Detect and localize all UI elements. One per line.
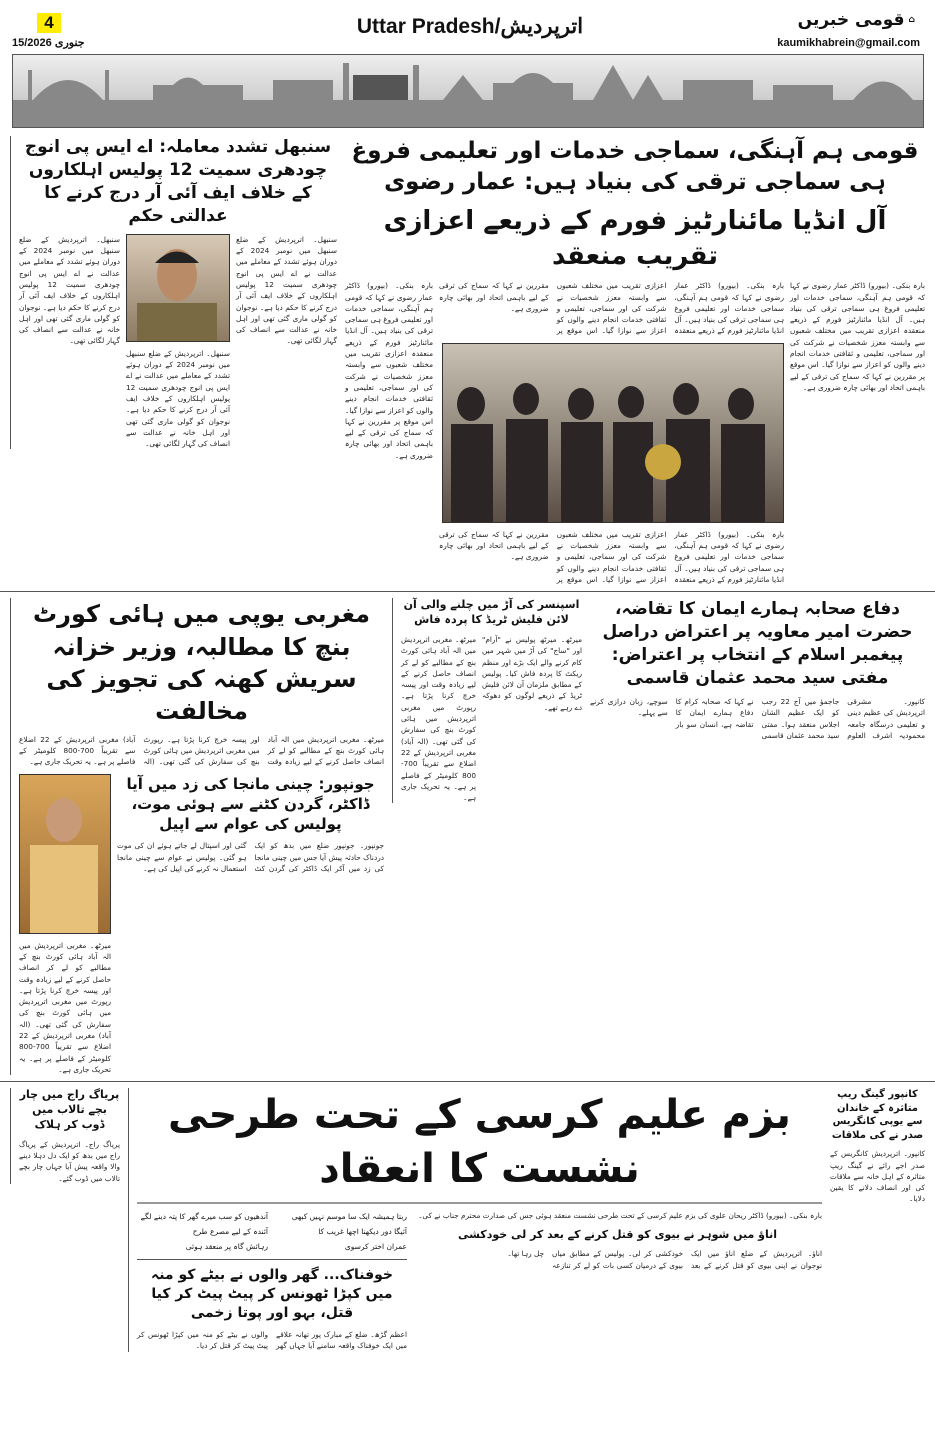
people-silhouettes <box>442 344 783 523</box>
story-body-columns: کانپور۔ مشرقی اترپردیش کی عظیم دینی و تعلیمی درسگاہ جامعہ محمودیہ اشرف العلوم جاجمؤ میں آج 22 رجب کو ایک عظیم الشان اجلاس منعقد ہوا۔ مفتی سید محمد عثمان قاسمی نے کہا کہ صحابہ کرام کا دفاع ہمارے ایمان کا تقاضہ ہے، انسان سو بار سوچے، زبان درازی کرنے سے پہلے۔ <box>590 697 925 740</box>
story-sambhal-violence <box>10 136 337 449</box>
masthead <box>0 0 935 130</box>
headline-bazm-aleem: بزم علیم کرسی کے تحت طرحی نشست کا انعقاد <box>168 1092 791 1193</box>
story-prayagraj <box>10 1088 120 1184</box>
story-bazm-aleem <box>128 1088 822 1351</box>
story-body-column: میرٹھ۔ میرٹھ پولیس نے "آرام" اور "ساج" کی آڑ میں شہر میں کام کرنے والے ایک بڑے اور منظم ریکٹ کا پردہ فاش کیا۔ پولیس کے مطابق ملزمان آن لائن فلیش ٹریڈ کے ذریعے لوگوں کو دھوکہ دے رہے تھے۔ <box>482 634 582 712</box>
story-body-column: کانپور۔ اترپردیش کانگریس کے صدر اجے رائے نے گینگ ریپ متاثرہ کے اہل خانہ سے ملاقات کی اور انصاف دلانے کا یقین دلایا۔ <box>830 1149 925 1204</box>
poem-line: آندھیوں کو سب میرے گھر کا پتہ دینے لگے <box>140 1212 268 1222</box>
masthead-logo <box>798 10 915 30</box>
subheadline-minorities-forum: آل انڈیا مائنارٹیز فورم کے ذریعے اعزازی تقریب منعقد <box>383 206 887 272</box>
story-body-column: بارہ بنکی۔ (بیورو) ڈاکٹر عمار رضوی نے کہا کہ قومی ہم آہنگی، سماجی خدمات اور تعلیمی فروغ ہی سماجی ترقی کی بنیاد ہیں۔ آل انڈیا مائنارٹیز فورم کے ذریعے منعقدہ اعزازی تقریب میں مختلف شعبوں سے وابستہ معزز شخصیات نے شرکت کی اور سماجی، تعلیمی و ثقافتی خدمات انجام دینے والوں کو اعزاز سے نوازا گیا۔ اس موقع پر مقررین نے کہا کہ سماج کی ترقی کے لیے باہمی اتحاد اور بھائی چارہ ضروری ہے۔ <box>345 281 433 460</box>
headline-high-court-bench: مغربی یوپی میں ہائی کورٹ بنچ کا مطالبہ، وزیر خزانہ سریش کھنہ کی تجویز کی مخالفت <box>33 600 370 726</box>
headline-ammar-rizvi: قومی ہم آہنگی، سماجی خدمات اور تعلیمی فروغ ہی سماجی ترقی کی بنیاد ہیں: عمار رضوی <box>351 138 919 196</box>
story-body-columns: بارہ بنکی۔ (بیورو) ڈاکٹر عمار رضوی نے کہا کہ قومی ہم آہنگی، سماجی خدمات اور تعلیمی فروغ ہی سماجی ترقی کی بنیاد ہیں۔ آل انڈیا مائنارٹیز فورم کے ذریعے منعقدہ اعزازی تقریب میں مختلف شعبوں سے وابستہ معزز شخصیات نے شرکت کی اور سماجی، تعلیمی و ثقافتی خدمات انجام دینے والوں کو اعزاز سے نوازا گیا۔ اس موقع پر مقررین نے کہا کہ سماج کی ترقی کے لیے باہمی اتحاد اور بھائی چارہ ضروری ہے۔ <box>439 281 784 336</box>
story-body-columns: اعظم گڑھ۔ ضلع کے مبارک پور تھانہ علاقے میں ایک خوفناک واقعہ سامنے آیا جہاں گھر والوں نے بیٹے کو منہ میں کپڑا ٹھونس کر پیٹ پیٹ کر قتل کر دیا۔ <box>137 1329 407 1351</box>
story-flash-trade <box>392 598 582 803</box>
officer-portrait <box>126 235 229 342</box>
story-body-columns: اناؤ۔ اترپردیش کے ضلع اناؤ میں ایک نوجوان نے اپنی بیوی کو قتل کرنے کے بعد خودکشی کر لی۔ پولیس کے مطابق میاں بیوی کے درمیان کسی بات کو لے کر تنازعہ چل رہا تھا۔ <box>507 1249 822 1270</box>
headline-flash-trade-bust: اسپنسر کی آڑ میں چلنے والی آن لائن فلیش ٹریڈ کا پردہ فاش <box>403 598 580 627</box>
headline-jaunpur-doctor: جونپور: چینی مانجا کی زد میں آیا ڈاکٹر، گردن کٹنے سے ہوئی موت، پولیس کی عوام سے اپیل <box>126 774 375 834</box>
headline-kanpur-congress: کانپور گینگ ریپ متاثرہ کے خاندان سے یوپی کانگریس صدر نے کی ملاقات <box>831 1089 924 1141</box>
headline-underline <box>137 1202 822 1204</box>
poem-line: رہائش گاہ پر منعقد ہوئی <box>185 1242 268 1252</box>
story-body-columns: جونپور۔ جونپور ضلع میں بدھ کو ایک دردناک حادثہ پیش آیا جس میں چینی مانجا کی زد میں آکر ایک ڈاکٹر کی گردن کٹ گئی اور اسپتال لے جاتے ہوئے ان کی موت ہو گئی۔ پولیس نے عوام سے چینی مانجا استعمال نہ کرنے کی اپیل کی ہے۔ <box>117 841 384 874</box>
page-number: 4 <box>37 13 61 33</box>
story-body-column: میرٹھ۔ مغربی اترپردیش میں الہ آباد ہائی کورٹ بنچ کے مطالبے کو لے کر انصاف حاصل کرنے کے لیے زیادہ وقت اور پیسہ خرچ کرنا پڑتا ہے۔ رپورٹ میں مغربی اترپردیش میں ہائی کورٹ بنچ کی سفارش کی گئی تھی۔ (الہ آباد) مغربی اترپردیش کے 22 اضلاع سے تقریباً 700-800 کلومیٹر کے فاصلے پر ہے۔ یہ تحریک جاری ہے۔ <box>19 940 111 1074</box>
contact-email: kaumikhabrein@gmail.com <box>777 37 920 49</box>
story-ammar-rizvi <box>345 136 925 585</box>
page-title: Uttar Pradesh/اترپردیش <box>356 15 584 38</box>
headline-unnao: اناؤ میں شوہر نے بیوی کو قتل کرنے کے بعد کر لی خودکشی <box>457 1227 778 1241</box>
section-divider <box>137 1259 407 1260</box>
poem-line: آئندہ کے لیے مصرع طرح <box>192 1227 268 1237</box>
headline-khaufnak-murder: خوفناک... گھر والوں نے بیٹے کو منہ میں کپڑا ٹھونس کر پیٹ پیٹ کر کیا قتل، بہو اور پوتا زخمی <box>151 1267 393 1322</box>
story-body-column: سنبھل۔ اترپردیش کے ضلع سنبھل میں نومبر 2024 کے دوران ہوئے تشدد کے معاملے میں عدالت نے اے ایس پی انوج چودھری سمیت 12 پولیس اہلکاروں کے خلاف ایف آئی آر درج کرنے کا حکم دیا ہے۔ نوجوان کو گولی ماری گئی تھی اور اہل خانہ نے عدالت سے انصاف کی گہار لگائی تھی۔ <box>126 348 230 449</box>
headline-prayagraj-drowning: پریاگ راج میں چار بچے تالاب میں ڈوب کر ہلاک <box>19 1088 120 1131</box>
story-body-columns: میرٹھ۔ مغربی اترپردیش میں الہ آباد ہائی کورٹ بنچ کے مطالبے کو لے کر انصاف حاصل کرنے کے لیے زیادہ وقت اور پیسہ خرچ کرنا پڑتا ہے۔ رپورٹ میں مغربی اترپردیش میں ہائی کورٹ بنچ کی سفارش کی گئی تھی۔ (الہ آباد) مغربی اترپردیش کے 22 اضلاع سے تقریباً 700-800 کلومیٹر کے فاصلے پر ہے۔ یہ تحریک جاری ہے۔ <box>19 734 384 767</box>
story-defence-of-companions <box>590 598 925 741</box>
story-jaunpur <box>117 774 384 875</box>
landmarks-banner <box>12 54 924 128</box>
issue-date: 15/جنوری 2026 <box>12 37 85 49</box>
story-kanpur-congress <box>830 1088 925 1204</box>
headline-defence-of-companions: دفاع صحابہ ہمارے ایمان کا تقاضہ، حضرت امیر معاویہ پر اعتراض دراصل پیغمبر اسلام کے انتخاب پر اعتراض: مفتی سید محمد عثمان قاسمی <box>602 599 913 689</box>
poem-line: ربتا ہمیشہ ایک سا موسم نہیں کبھی <box>291 1212 407 1222</box>
logo-text: قومی خبریں <box>797 10 905 30</box>
story-high-court-bench <box>10 598 384 1075</box>
story-body-column: پریاگ راج۔ اترپردیش کے پریاگ راج میں بدھ کو ایک دل دہلا دینے والا واقعہ پیش آیا جہاں چار بچے تالاب میں ڈوب گئے۔ <box>19 1139 120 1183</box>
poem-excerpts <box>137 1210 407 1253</box>
story-body-column: میرٹھ۔ مغربی اترپردیش میں الہ آباد ہائی کورٹ بنچ کے مطالبے کو لے کر انصاف حاصل کرنے کے لیے زیادہ وقت اور پیسہ خرچ کرنا پڑتا ہے۔ رپورٹ میں مغربی اترپردیش میں ہائی کورٹ بنچ کی سفارش کی گئی تھی۔ (الہ آباد) مغربی اترپردیش کے 22 اضلاع سے تقریباً 700-800 کلومیٹر کے فاصلے پر ہے۔ یہ تحریک جاری ہے۔ <box>401 634 476 803</box>
middle-section <box>0 592 935 1082</box>
police-officer-photo <box>126 234 230 342</box>
story-body-column: سنبھل۔ اترپردیش کے ضلع سنبھل میں نومبر 2024 کے دوران ہوئے تشدد کے معاملے میں عدالت نے اے ایس پی انوج چودھری سمیت 12 پولیس اہلکاروں کے خلاف ایف آئی آر درج کرنے کا حکم دیا ہے۔ نوجوان کو گولی ماری گئی تھی اور اہل خانہ نے عدالت سے انصاف کی گہار لگائی تھی۔ <box>19 234 120 346</box>
story-body-columns: بارہ بنکی۔ (بیورو) ڈاکٹر عمار رضوی نے کہا کہ قومی ہم آہنگی، سماجی خدمات اور تعلیمی فروغ ہی سماجی ترقی کی بنیاد ہیں۔ آل انڈیا مائنارٹیز فورم کے ذریعے منعقدہ اعزازی تقریب میں مختلف شعبوں سے وابستہ معزز شخصیات نے شرکت کی اور سماجی، تعلیمی و ثقافتی خدمات انجام دینے والوں کو اعزاز سے نوازا گیا۔ اس موقع پر مقررین نے کہا کہ سماج کی ترقی کے لیے باہمی اتحاد اور بھائی چارہ ضروری ہے۔ <box>439 529 784 584</box>
story-body-line: بارہ بنکی۔ (بیورو) ڈاکٹر ریحان علوی کی بزم علیم کرسی کے تحت طرحی نشست منعقد ہوئی جس کی صدارت محترم جناب نے کی۔ <box>418 1211 822 1221</box>
minister-portrait <box>19 775 110 934</box>
top-section <box>0 130 935 592</box>
logo-mark-icon: ⌂ <box>908 15 915 25</box>
headline-sambhal-violence: سنبھل تشدد معاملہ: اے ایس پی انوج چودھری سمیت 12 پولیس اہلکاروں کے خلاف ایف آئی آر درج کرنے کا عدالتی حکم <box>24 137 332 226</box>
award-ceremony-photo <box>442 343 784 523</box>
story-body-column: سنبھل۔ اترپردیش کے ضلع سنبھل میں نومبر 2024 کے دوران ہوئے تشدد کے معاملے میں عدالت نے اے ایس پی انوج چودھری سمیت 12 پولیس اہلکاروں کے خلاف ایف آئی آر درج کرنے کا حکم دیا ہے۔ نوجوان کو گولی ماری گئی تھی اور اہل خانہ نے عدالت سے انصاف کی گہار لگائی تھی۔ <box>236 234 337 346</box>
skyline-illustration <box>13 55 924 128</box>
bottom-section <box>0 1082 935 1357</box>
poet-name: عمران اختر کرسوی <box>344 1242 407 1252</box>
poem-line: آئیگا دور دیکھنا اچھا غریب کا <box>318 1227 407 1237</box>
finance-minister-photo <box>19 774 111 934</box>
story-body-column: بارہ بنکی۔ (بیورو) ڈاکٹر عمار رضوی نے کہا کہ قومی ہم آہنگی، سماجی خدمات اور تعلیمی فروغ ہی سماجی ترقی کی بنیاد ہیں۔ آل انڈیا مائنارٹیز فورم کے ذریعے منعقدہ اعزازی تقریب میں مختلف شعبوں سے وابستہ معزز شخصیات نے شرکت کی اور سماجی، تعلیمی و ثقافتی خدمات انجام دینے والوں کو اعزاز سے نوازا گیا۔ اس موقع پر مقررین نے کہا کہ سماج کی ترقی کے لیے باہمی اتحاد اور بھائی چارہ ضروری ہے۔ <box>790 281 925 392</box>
